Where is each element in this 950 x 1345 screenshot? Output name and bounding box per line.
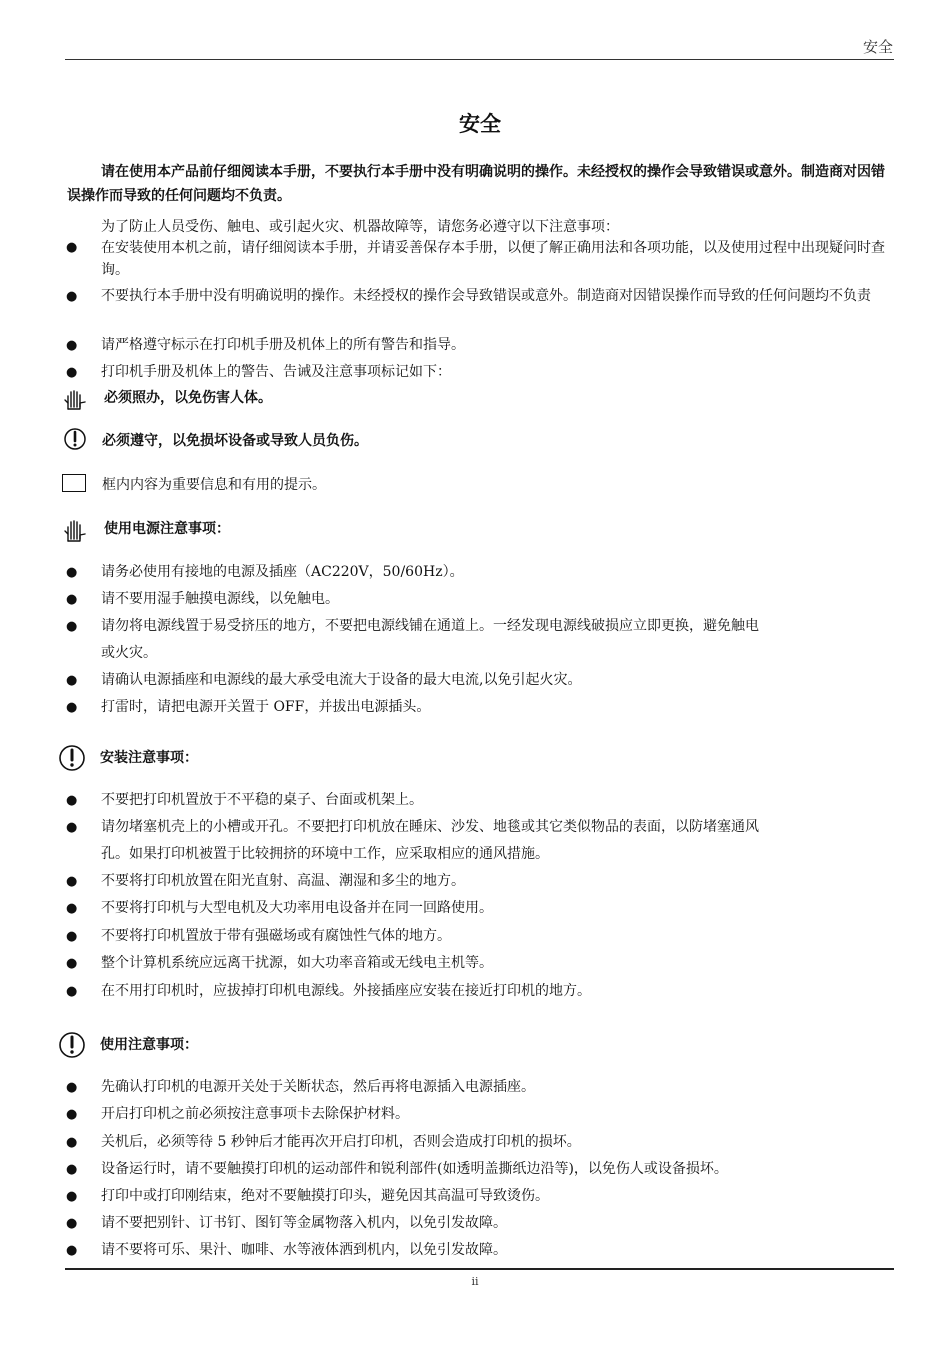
bullet-icon — [66, 567, 78, 579]
install-item: 不要将打印机放置在阳光直射、高温、潮湿和多尘的地方。 — [101, 873, 465, 889]
power-item: 请勿将电源线置于易受挤压的地方，不要把电源线铺在通道上。一经发现电源线破损应立即更换，避免触电 — [101, 618, 759, 634]
install-item: 不要把打印机置放于不平稳的桌子、台面或机架上。 — [101, 792, 423, 808]
bullet-icon — [66, 1218, 78, 1230]
caution-symbol-text: 必须遵守，以免损坏设备或导致人员负伤。 — [102, 433, 368, 449]
general-item: 打印机手册及机体上的警告、告诫及注意事项标记如下： — [101, 364, 451, 380]
bullet-icon — [66, 242, 78, 254]
bullet-icon — [66, 702, 78, 714]
hand-warning-icon — [62, 388, 90, 412]
bullet-icon — [66, 795, 78, 807]
bullet-icon — [66, 1137, 78, 1149]
usage-item: 请不要将可乐、果汁、咖啡、水等液体洒到机内，以免引发故障。 — [101, 1242, 507, 1258]
bullet-icon — [66, 1245, 78, 1257]
power-heading: 使用电源注意事项： — [104, 521, 230, 537]
bullet-icon — [66, 675, 78, 687]
bullet-icon — [66, 340, 78, 352]
bullet-icon — [66, 594, 78, 606]
bullet-icon — [66, 903, 78, 915]
bullet-icon — [66, 986, 78, 998]
general-item: 请严格遵守标示在打印机手册及机体上的所有警告和指导。 — [101, 337, 465, 353]
usage-item: 设备运行时，请不要触摸打印机的运动部件和锐利部件(如透明盖撕纸边沿等)，以免伤人或设备损坏。 — [101, 1161, 728, 1177]
bullet-icon — [66, 1164, 78, 1176]
general-item: 不要执行本手册中没有明确说明的操作。未经授权的操作会导致错误或意外。制造商对因错误操作而导致的任何问题均不负责 — [101, 288, 871, 304]
page-number: ii — [471, 1275, 479, 1288]
power-item: 打雷时，请把电源开关置于 OFF，并拔出电源插头。 — [101, 699, 431, 715]
note-box-icon — [62, 474, 86, 492]
usage-item: 关机后，必须等待 5 秒钟后才能再次开启打印机，否则会造成打印机的损坏。 — [101, 1134, 581, 1150]
usage-item: 请不要把别针、订书钉、图钉等金属物落入机内，以免引发故障。 — [101, 1215, 507, 1231]
usage-heading: 使用注意事项： — [100, 1037, 198, 1053]
bullet-icon — [66, 621, 78, 633]
header-rule — [65, 59, 894, 60]
bullet-icon — [66, 876, 78, 888]
bullet-icon — [66, 822, 78, 834]
hand-symbol-text: 必须照办，以免伤害人体。 — [104, 390, 272, 406]
install-item: 在不用打印机时，应拔掉打印机电源线。外接插座应安装在接近打印机的地方。 — [101, 983, 591, 999]
power-item: 请不要用湿手触摸电源线，以免触电。 — [101, 591, 339, 607]
note-symbol-text: 框内内容为重要信息和有用的提示。 — [102, 477, 326, 493]
bullet-icon — [66, 1082, 78, 1094]
bullet-icon — [66, 958, 78, 970]
page-title: 安全 — [459, 112, 501, 136]
install-item: 不要将打印机与大型电机及大功率用电设备并在同一回路使用。 — [101, 900, 493, 916]
hand-warning-icon — [62, 517, 90, 545]
intro-paragraph: 请在使用本产品前仔细阅读本手册，不要执行本手册中没有明确说明的操作。未经授权的操作会导致错误或意外。制造商对因错误操作而导致的任何问题均不负责。 — [67, 164, 885, 204]
bullet-icon — [66, 931, 78, 943]
bullet-icon — [66, 291, 78, 303]
caution-icon — [58, 1031, 86, 1059]
power-item: 请务必使用有接地的电源及插座（AC220V，50/60Hz）。 — [101, 564, 464, 580]
general-lead: 为了防止人员受伤、触电、或引起火灾、机器故障等，请您务必遵守以下注意事项： — [101, 219, 619, 235]
bullet-icon — [66, 1191, 78, 1203]
general-item: 在安装使用本机之前，请仔细阅读本手册，并请妥善保存本手册，以便了解正确用法和各项功能，以及使用过程中出现疑问时查询。 — [101, 240, 885, 278]
install-item: 整个计算机系统应远离干扰源，如大功率音箱或无线电主机等。 — [101, 955, 493, 971]
bullet-icon — [66, 367, 78, 379]
caution-icon — [58, 744, 86, 772]
running-header: 安全 — [862, 38, 893, 56]
usage-item: 开启打印机之前必须按注意事项卡去除保护材料。 — [101, 1106, 409, 1122]
usage-item: 先确认打印机的电源开关处于关断状态，然后再将电源插入电源插座。 — [101, 1079, 535, 1095]
install-item-continuation: 孔。如果打印机被置于比较拥挤的环境中工作，应采取相应的通风措施。 — [101, 846, 549, 862]
bullet-icon — [66, 1109, 78, 1121]
footer-rule — [65, 1268, 894, 1270]
caution-icon — [63, 427, 87, 451]
usage-item: 打印中或打印刚结束，绝对不要触摸打印头，避免因其高温可导致烫伤。 — [101, 1188, 549, 1204]
power-item-continuation: 或火灾。 — [101, 645, 157, 661]
install-heading: 安装注意事项： — [100, 750, 198, 766]
install-item: 不要将打印机置放于带有强磁场或有腐蚀性气体的地方。 — [101, 928, 451, 944]
power-item: 请确认电源插座和电源线的最大承受电流大于设备的最大电流,以免引起火灾。 — [101, 672, 582, 688]
install-item: 请勿堵塞机壳上的小槽或开孔。不要把打印机放在睡床、沙发、地毯或其它类似物品的表面，以防堵塞通风 — [101, 819, 759, 835]
